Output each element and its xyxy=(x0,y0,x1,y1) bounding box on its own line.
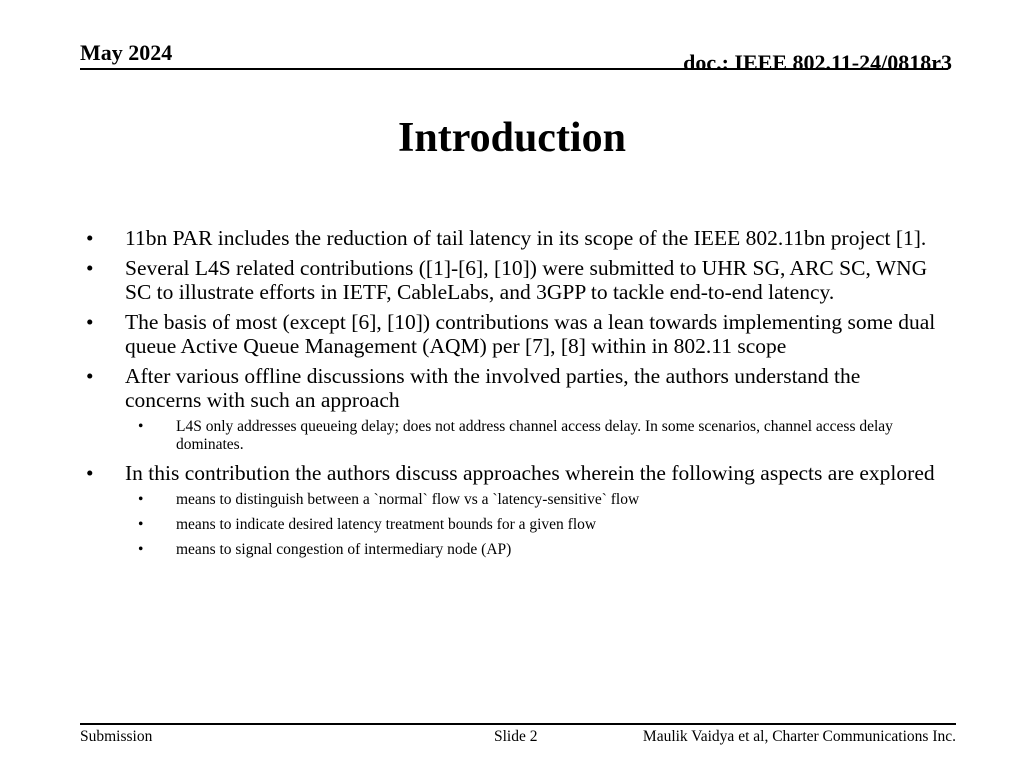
bullet-text: In this contribution the authors discuss approaches wherein the following aspects are explored xyxy=(125,461,935,485)
bullet-glyph: • xyxy=(138,516,144,533)
bullet-glyph: • xyxy=(138,541,144,558)
bullet-glyph: • xyxy=(86,461,94,485)
bullet-text: After various offline discussions with the involved parties, the authors understand the concerns with such an approach xyxy=(125,364,861,412)
sub-bullet-text: L4S only addresses queueing delay; does not address channel access delay. In some scenarios, channel access delay dominates. xyxy=(176,418,893,453)
footer-slide-number: Slide 2 xyxy=(494,728,538,745)
bullet-glyph: • xyxy=(86,256,94,280)
bullet-glyph: • xyxy=(138,418,144,435)
bullet-glyph: • xyxy=(86,364,94,388)
sub-bullet-text: means to signal congestion of intermediary node (AP) xyxy=(176,541,512,558)
bullet-glyph: • xyxy=(138,491,144,508)
bullet-item xyxy=(86,256,938,304)
footer-rule xyxy=(80,723,956,725)
sub-bullet-item xyxy=(86,516,938,534)
header-doc-id: doc.: IEEE 802.11-24/0818r3 xyxy=(683,50,952,75)
sub-bullet-item xyxy=(86,418,938,454)
bullet-text: Several L4S related contributions ([1]-[6], [10]) were submitted to UHR SG, ARC SC, WNG SC to illustrate efforts in IETF, CableLabs, and 3GPP to tackle end-to-end latency. xyxy=(125,256,928,304)
bullet-text: 11bn PAR includes the reduction of tail latency in its scope of the IEEE 802.11bn project [1]. xyxy=(125,226,927,250)
bullet-text: The basis of most (except [6], [10]) contributions was a lean towards implementing some dual queue Active Queue Management (AQM) per [7], [8] within in 802.11 scope xyxy=(125,310,936,358)
header-rule xyxy=(80,68,948,70)
bullet-item xyxy=(86,461,938,485)
bullet-glyph: • xyxy=(86,310,94,334)
sub-bullet-list xyxy=(86,418,938,454)
footer-authors: Maulik Vaidya et al, Charter Communications Inc. xyxy=(642,728,956,745)
sub-bullet-item xyxy=(86,541,938,559)
bullet-item xyxy=(86,310,938,358)
sub-bullet-list xyxy=(86,491,938,559)
slide-body xyxy=(86,226,938,566)
bullet-glyph: • xyxy=(86,226,94,250)
bullet-item xyxy=(86,364,938,412)
footer-submission: Submission xyxy=(80,728,153,745)
sub-bullet-item xyxy=(86,491,938,509)
header-date: May 2024 xyxy=(80,40,173,65)
bullet-item xyxy=(86,226,938,250)
sub-bullet-text: means to distinguish between a `normal` flow vs a `latency-sensitive` flow xyxy=(176,491,640,508)
sub-bullet-text: means to indicate desired latency treatment bounds for a given flow xyxy=(176,516,597,533)
slide-title: Introduction xyxy=(398,115,626,161)
